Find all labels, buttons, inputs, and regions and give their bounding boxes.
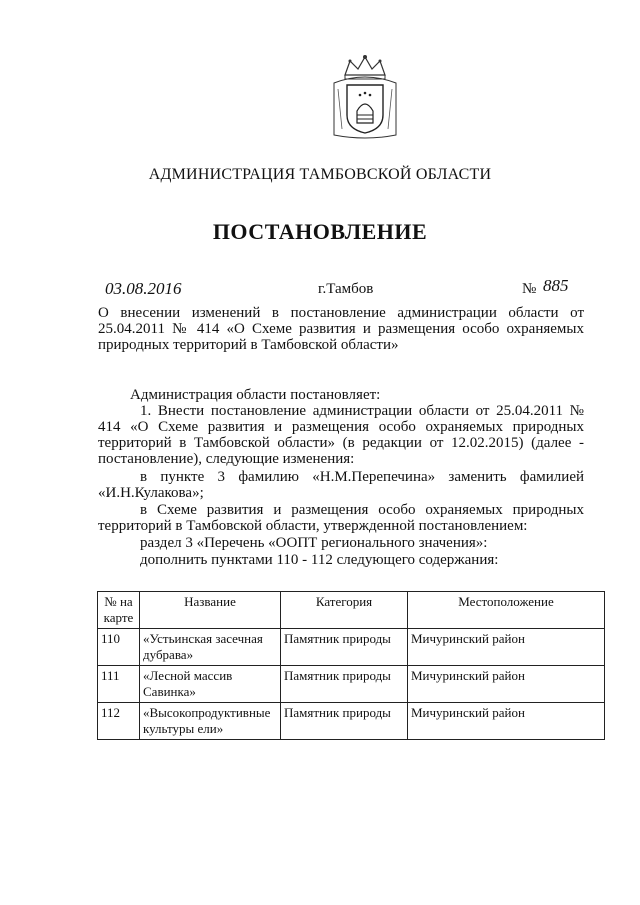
table-header-row xyxy=(98,592,605,629)
cell-map-number: 111 xyxy=(98,666,140,703)
document-number: 885 xyxy=(543,276,569,295)
organization-name: АДМИНИСТРАЦИЯ ТАМБОВСКОЙ ОБЛАСТИ xyxy=(148,166,492,183)
column-header-map-number: № на карте xyxy=(98,592,140,629)
cell-name: «Высокопродуктивные культуры ели» xyxy=(140,703,281,740)
resolution-item-1: 1. Внести постановление администрации области от 25.04.2011 № 414 «О Схеме развития и размещения особо охраняемых природных территорий в Тамбовской области» (в редакции от 12.02.2015) (далее - постановление), следующие изменения: xyxy=(98,403,584,467)
document-type-title: ПОСТАНОВЛЕНИЕ xyxy=(212,219,428,244)
document-subject: О внесении изменений в постановление администрации области от 25.04.2011 № 414 «О Схеме развития и размещения особо охраняемых природных территорий в Тамбовской области» xyxy=(98,305,584,353)
coat-of-arms-icon xyxy=(330,53,400,141)
resolution-change-surname: в пункте 3 фамилию «Н.М.Перепечина» заменить фамилией «И.Н.Кулакова»; xyxy=(98,469,584,501)
cell-category: Памятник природы xyxy=(281,666,408,703)
protected-areas-table xyxy=(97,591,605,740)
column-header-name: Название xyxy=(140,592,281,629)
document-date: 03.08.2016 xyxy=(105,279,182,298)
table-row xyxy=(98,629,605,666)
resolution-add-items: дополнить пунктами 110 - 112 следующего содержания: xyxy=(140,552,499,568)
cell-map-number: 112 xyxy=(98,703,140,740)
cell-location: Мичуринский район xyxy=(408,703,605,740)
cell-category: Памятник природы xyxy=(281,629,408,666)
table-row xyxy=(98,703,605,740)
table-row xyxy=(98,666,605,703)
cell-name: «Лесной массив Савинка» xyxy=(140,666,281,703)
cell-category: Памятник природы xyxy=(281,703,408,740)
column-header-category: Категория xyxy=(281,592,408,629)
cell-map-number: 110 xyxy=(98,629,140,666)
document-number-label: № xyxy=(522,281,537,297)
column-header-location: Местоположение xyxy=(408,592,605,629)
resolution-intro: Администрация области постановляет: xyxy=(130,387,381,403)
document-city: г.Тамбов xyxy=(318,281,374,297)
cell-location: Мичуринский район xyxy=(408,666,605,703)
resolution-change-scheme: в Схеме развития и размещения особо охраняемых природных территорий в Тамбовской области, утвержденной постановлением: xyxy=(98,502,584,534)
cell-location: Мичуринский район xyxy=(408,629,605,666)
resolution-section-3: раздел 3 «Перечень «ООПТ регионального значения»: xyxy=(140,535,488,551)
cell-name: «Устьинская засечная дубрава» xyxy=(140,629,281,666)
